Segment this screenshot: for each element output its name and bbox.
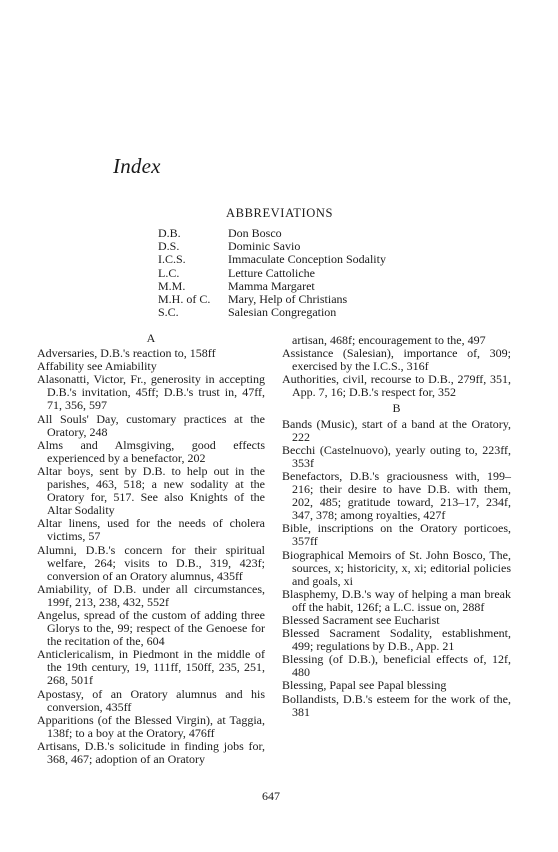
abbreviation-key: S.C. — [158, 305, 179, 320]
index-entry: Blessing (of D.B.), beneficial effects of, 12f, 480 — [282, 652, 511, 680]
index-entry: Bible, inscriptions on the Oratory porticoes, 357ff — [282, 521, 511, 549]
index-entry: All Souls' Day, customary practices at the Oratory, 248 — [37, 411, 265, 439]
index-entry: Bands (Music), start of a band at the Oratory, 222 — [282, 416, 511, 444]
abbreviation-key: M.M. — [158, 278, 186, 293]
index-entry: Altar boys, sent by D.B. to help out in the parishes, 463, 518; a new sodality at the Oratory for, 517. See also Knights of the Altar Sodality — [37, 463, 265, 518]
page-title: Index — [113, 154, 161, 178]
abbreviation-key: D.B. — [158, 226, 181, 240]
abbreviation-key: D.S. — [158, 239, 180, 254]
abbreviation-value: Mamma Margaret — [228, 278, 315, 293]
abbreviation-row — [158, 306, 386, 319]
index-entry: Blasphemy, D.B.'s way of helping a man break off the habit, 126f; a L.C. issue on, 288f — [282, 586, 511, 614]
index-entry: Benefactors, D.B.'s graciousness with, 199–216; their desire to have D.B. with them, 202, 485; gratitude toward, 213–17, 234f, 347, 378; among royalties, 427f — [282, 468, 511, 523]
index-entry: Artisans, D.B.'s solicitude in finding jobs for, 368, 467; adoption of an Oratory — [37, 738, 265, 766]
index-entry: Anticlericalism, in Piedmont in the middle of the 19th century, 19, 111ff, 150ff, 235, 251, 268, 501f — [37, 647, 265, 688]
abbreviation-key: I.C.S. — [158, 252, 186, 267]
section-letter-b: B — [392, 401, 401, 416]
index-entry: Blessing, Papal see Papal blessing — [282, 678, 447, 693]
abbreviation-value: Dominic Savio — [228, 239, 301, 254]
index-entry: Angelus, spread of the custom of adding three Glorys to the, 99; respect of the Genoese for the recitation of the, 604 — [37, 607, 265, 649]
abbreviation-value: Letture Cattoliche — [228, 265, 315, 280]
index-entry: Adversaries, D.B.'s reaction to, 158ff — [37, 346, 216, 361]
index-entry: Assistance (Salesian), importance of, 309; exercised by the I.C.S., 316f — [282, 346, 511, 374]
index-column-left — [37, 331, 265, 766]
abbreviation-row — [158, 267, 386, 280]
abbreviation-value: Salesian Congregation — [228, 305, 337, 320]
abbreviations-table — [158, 227, 386, 319]
index-entry: Alumni, D.B.'s concern for their spiritual welfare, 264; visits to D.B., 319, 423f; conversion of an Oratory alumnus, 435ff — [37, 542, 265, 583]
page-number: 647 — [262, 789, 280, 803]
abbreviations-heading: ABBREVIATIONS — [226, 206, 334, 220]
section-letter-a: A — [146, 331, 156, 345]
index-entry: Blessed Sacrament see Eucharist — [282, 612, 440, 627]
index-entry: Alasonatti, Victor, Fr., generosity in accepting D.B.'s invitation, 45ff; D.B.'s trust in, 47ff, 71, 356, 597 — [37, 372, 265, 413]
index-column-right — [282, 334, 511, 719]
index-entry: Apostasy, of an Oratory alumnus and his conversion, 435ff — [37, 686, 265, 714]
abbreviation-row — [158, 253, 386, 266]
index-entry-continuation: artisan, 468f; encouragement to the, 497 — [292, 333, 486, 347]
index-entry: Biographical Memoirs of St. John Bosco, The, sources, x; historicity, x, xi; editorial policies and goals, xi — [282, 547, 511, 588]
abbreviation-value: Don Bosco — [228, 226, 282, 240]
index-entry: Amiability, of D.B. under all circumstances, 199f, 213, 238, 432, 552f — [37, 581, 265, 609]
abbreviation-value: Mary, Help of Christians — [228, 292, 348, 307]
index-entry: Becchi (Castelnuovo), yearly outing to, 223ff, 353f — [282, 442, 511, 470]
abbreviation-key: L.C. — [158, 265, 180, 280]
index-entry: Altar linens, used for the needs of cholera victims, 57 — [37, 516, 265, 544]
abbreviation-key: M.H. of C. — [158, 292, 211, 307]
index-entry: Authorities, civil, recourse to D.B., 279ff, 351, App. 7, 16; D.B.'s respect for, 352 — [282, 372, 511, 400]
index-entry: Affability see Amiability — [37, 359, 157, 374]
index-entry: Bollandists, D.B.'s esteem for the work of the, 381 — [282, 691, 511, 719]
index-entry: Blessed Sacrament Sodality, establishment, 499; regulations by D.B., App. 21 — [282, 626, 511, 654]
abbreviation-value: Immaculate Conception Sodality — [228, 252, 386, 267]
index-entry: Alms and Almsgiving, good effects experienced by a benefactor, 202 — [37, 437, 265, 465]
index-entry: Apparitions (of the Blessed Virgin), at Taggia, 138f; to a boy at the Oratory, 476ff — [37, 712, 265, 740]
